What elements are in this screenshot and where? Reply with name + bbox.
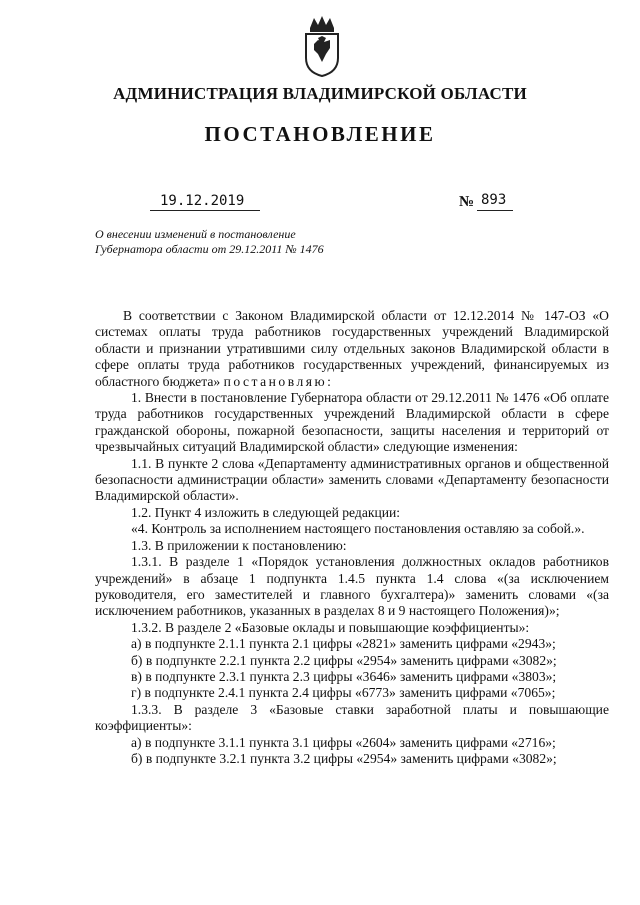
item-1-3-3: 1.3.3. В разделе 3 «Базовые ставки заработной платы и повышающие коэффициенты»:	[95, 701, 609, 734]
item-1-2: 1.2. Пункт 4 изложить в следующей редакции:	[131, 504, 401, 520]
item-1-3-3-b: б) в подпункте 3.2.1 пункта 3.2 цифры «2954» заменить цифрами «3082»;	[131, 750, 557, 766]
item-1-3-3-a: а) в подпункте 3.1.1 пункта 3.1 цифры «2604» заменить цифрами «2716»;	[131, 734, 556, 750]
item-1-3: 1.3. В приложении к постановлению:	[131, 537, 347, 553]
coat-of-arms-icon	[300, 14, 344, 78]
document-number: 893	[481, 192, 507, 208]
item-1-3-2: 1.3.2. В разделе 2 «Базовые оклады и повышающие коэффициенты»:	[131, 619, 530, 635]
item-1-3-2-c: в) в подпункте 2.3.1 пункта 2.3 цифры «3646» заменить цифрами «3803»;	[131, 668, 557, 684]
intro-paragraph	[95, 308, 609, 390]
document-body	[95, 308, 609, 767]
item-1-3-2-a: а) в подпункте 2.1.1 пункта 2.1 цифры «2821» заменить цифрами «2943»;	[131, 636, 556, 652]
decree-word: постановляю:	[223, 373, 334, 389]
number-underline	[477, 210, 513, 211]
date-underline	[150, 210, 260, 211]
item-1-3-2-b: б) в подпункте 2.2.1 пункта 2.2 цифры «2954» заменить цифрами «3082»;	[131, 652, 557, 668]
item-1: 1. Внести в постановление Губернатора области от 29.12.2011 № 1476 «Об оплате труда работников государственных учреждений Владимирской области в сфере гражданской обороны, пожарной безопасности, защиты населения и территорий от чрезвычайных ситуаций Владимирской области» следующие изменения:	[95, 390, 609, 455]
intro-text: В соответствии с Законом Владимирской области от 12.12.2014 № 147-ОЗ «О системах оплаты труда работников государственных учреждений Владимирской области и признании утратившими силу отдельных законов Владимирской области в сфере оплаты труда работников государственных учреждений, финансируемых из областного бюджета»	[95, 308, 609, 389]
item-1-1: 1.1. В пункте 2 слова «Департаменту административных органов и общественной безопасности администрации области» заменить словами «Департаменту безопасности Владимирской области».	[95, 455, 609, 504]
item-1-3-2-d: г) в подпункте 2.4.1 пункта 2.4 цифры «6773» заменить цифрами «7065»;	[131, 685, 556, 701]
number-sign: №	[459, 194, 475, 210]
organization-title: АДМИНИСТРАЦИЯ ВЛАДИМИРСКОЙ ОБЛАСТИ	[113, 84, 527, 103]
document-type-title: ПОСТАНОВЛЕНИЕ	[204, 122, 436, 146]
document-date: 19.12.2019	[160, 193, 245, 209]
item-1-3-1: 1.3.1. В разделе 1 «Порядок установления должностных окладов работников учреждений» в абзаце 1 подпункта 1.4.5 пункта 1.4 слова «(за исключением руководителя, его заместителей и главного бухгалтера)» заменить словами «(за исключением работников, указанных в разделах 8 и 9 настоящего Положения)»;	[95, 554, 609, 619]
document-subject: О внесении изменений в постановление Губернатора области от 29.12.2011 № 1476	[95, 227, 324, 256]
item-1-2-text: «4. Контроль за исполнением настоящего постановления оставляю за собой.».	[131, 521, 585, 537]
